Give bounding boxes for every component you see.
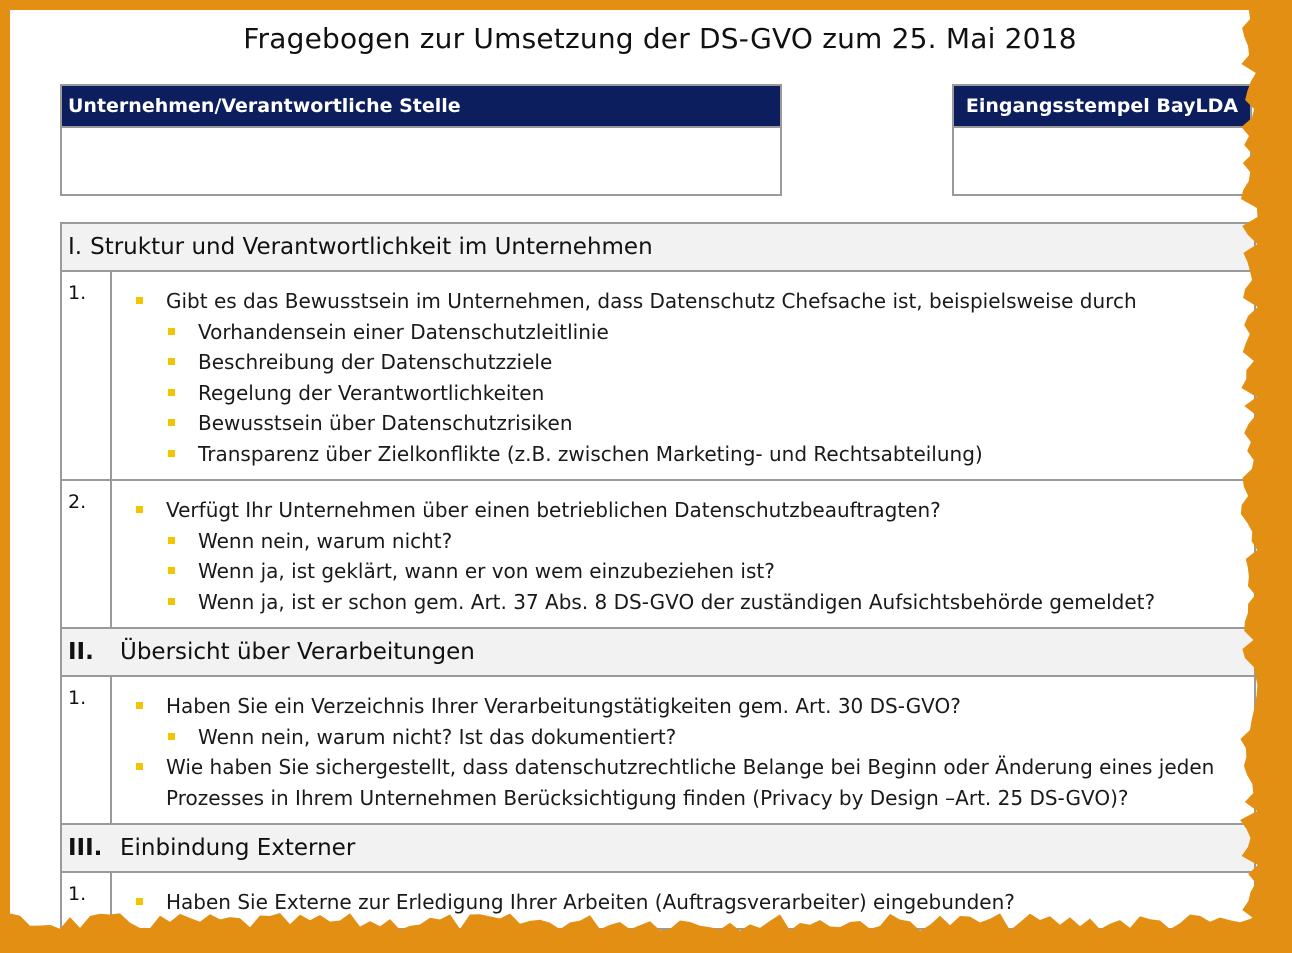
question-number: 1. [62,677,112,823]
sub-bullet-item [134,408,1254,439]
sub-bullet-item [134,378,1254,409]
bullet-text: Wenn nein, warum nicht? Ist das dokumentiert? [198,724,677,749]
section-title: Einbindung Externer [120,835,356,861]
bullet-text: Regelung der Verantwortlichkeiten [198,380,545,405]
sub-bullet-item [134,317,1254,348]
section-header [62,224,1254,272]
bullet-text: Haben Sie ein Verzeichnis Ihrer Verarbeitungstätigkeiten gem. Art. 30 DS-GVO? [166,694,961,718]
bullet-icon [136,297,143,304]
bullet-icon [168,450,175,457]
bullet-text: Vorhandensein einer Datenschutzleitlinie [198,319,609,344]
question-row [62,677,1254,825]
stamp-box-header: Eingangsstempel BayLDA [954,86,1250,128]
bullet-icon [136,763,143,770]
bullet-icon [136,702,143,709]
bullet-icon [168,733,175,740]
question-number: 2. [62,481,112,627]
section-header [62,825,1254,873]
question-row [62,481,1254,629]
question-row [62,272,1254,481]
bullet-text: Verfügt Ihr Unternehmen über einen betrieblichen Datenschutzbeauftragten? [166,498,941,522]
bullet-item [134,691,1254,722]
company-box-header: Unternehmen/Verantwortliche Stelle [62,86,780,128]
sub-bullet-item [134,587,1254,618]
bullet-icon [168,358,175,365]
bullet-text: Bewusstsein über Datenschutzrisiken [198,411,573,435]
bullet-item [134,495,1254,526]
question-content [112,481,1254,627]
bullet-icon [168,598,175,605]
question-content [112,272,1254,479]
torn-edge-bottom [10,891,1272,943]
sub-bullet-item [134,526,1254,557]
bullet-icon [168,567,175,574]
document-page [10,10,1272,943]
bullet-icon [168,389,175,396]
bullet-item [134,286,1254,317]
sub-bullet-item [134,347,1254,378]
company-box [60,84,782,196]
sub-bullet-item [134,722,1254,753]
bullet-text: Haben Sie Externe zur Erledigung Ihrer Arbeiten (Auftragsverarbeiter) eingebunden? [166,890,1015,914]
document-title: Fragebogen zur Umsetzung der DS-GVO zum 25. Mai 2018 [243,22,1077,55]
section-header [62,629,1254,677]
bullet-text: Gibt es das Bewusstsein im Unternehmen, dass Datenschutz Chefsache ist, beispielsweise durch [166,289,1137,313]
section-number: I. [68,234,83,260]
questionnaire-table [60,222,1256,930]
bullet-text: Wenn ja, ist geklärt, wann er von wem einzubeziehen ist? [198,559,775,583]
bullet-text: Beschreibung der Datenschutzziele [198,350,553,374]
section-title: Übersicht über Verarbeitungen [120,639,475,665]
bullet-icon [168,328,175,335]
question-number: 1. [62,873,112,928]
section-number: III. [68,835,103,861]
bullet-text: Wenn ja, ist er schon gem. Art. 37 Abs. 8 DS-GVO der zuständigen Aufsichtsbehörde gemeldet? [198,589,1156,614]
question-content [112,677,1254,823]
stamp-box [952,84,1252,196]
bullet-item [134,752,1254,813]
sub-bullet-item [134,556,1254,587]
bullet-icon [168,419,175,426]
section-title: Struktur und Verantwortlichkeit im Unternehmen [90,234,653,260]
sub-bullet-item [134,439,1254,470]
bullet-icon [168,537,175,544]
bullet-text: Wenn nein, warum nicht? [198,528,453,553]
bullet-text: Wie haben Sie sichergestellt, dass datenschutzrechtliche Belange bei Beginn oder Änderung eines jeden Prozesses in Ihrem Unternehmen Berücksichtigung finden (Privacy by Design –Art. 25 DS-GVO)? [166,755,1215,810]
bullet-icon [136,506,143,513]
section-number: II. [68,639,94,665]
torn-edge-right [1226,10,1272,943]
bullet-text: Transparenz über Zielkonflikte (z.B. zwischen Marketing- und Rechtsabteilung) [198,441,983,466]
question-number: 1. [62,272,112,479]
